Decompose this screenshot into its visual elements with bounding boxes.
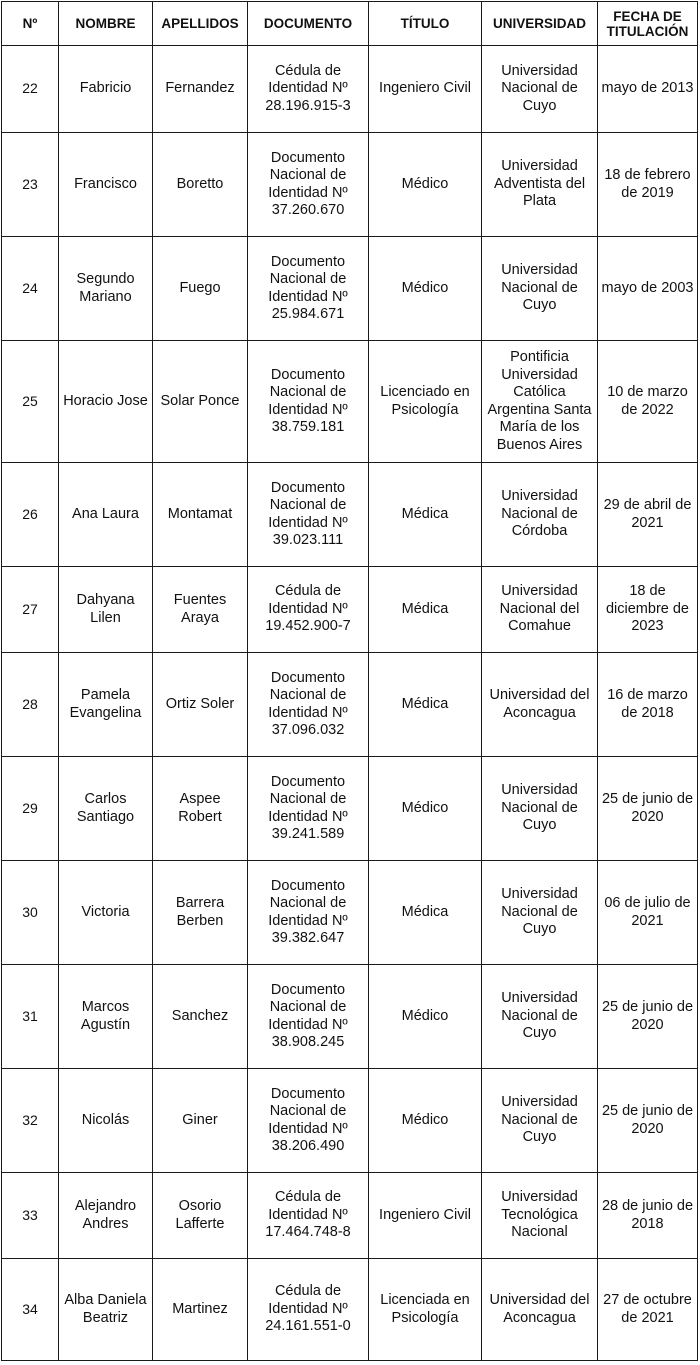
- cell-titulo: Médica: [369, 567, 482, 653]
- cell-documento: Documento Nacional de Identidad Nº 39.241.589: [248, 757, 369, 861]
- cell-nombre: Dahyana Lilen: [59, 567, 153, 653]
- cell-num: 25: [2, 341, 59, 463]
- cell-fecha: mayo de 2013: [598, 46, 698, 133]
- cell-universidad: Universidad Nacional de Cuyo: [482, 46, 598, 133]
- cell-universidad: Universidad Adventista del Plata: [482, 133, 598, 237]
- cell-documento: Cédula de Identidad Nº 24.161.551-0: [248, 1259, 369, 1361]
- table-row: [2, 341, 698, 463]
- cell-apellidos: Fuego: [153, 237, 248, 341]
- cell-titulo: Licenciada en Psicología: [369, 1259, 482, 1361]
- cell-num: 27: [2, 567, 59, 653]
- cell-fecha: 29 de abril de 2021: [598, 463, 698, 567]
- cell-fecha: 06 de julio de 2021: [598, 861, 698, 965]
- cell-num: 24: [2, 237, 59, 341]
- cell-apellidos: Boretto: [153, 133, 248, 237]
- cell-apellidos: Sanchez: [153, 965, 248, 1069]
- cell-num: 29: [2, 757, 59, 861]
- cell-documento: Cédula de Identidad Nº 19.452.900-7: [248, 567, 369, 653]
- table-body: [2, 46, 698, 1361]
- cell-titulo: Médica: [369, 861, 482, 965]
- table-row: [2, 463, 698, 567]
- cell-titulo: Licenciado en Psicología: [369, 341, 482, 463]
- cell-apellidos: Fuentes Araya: [153, 567, 248, 653]
- cell-apellidos: Martinez: [153, 1259, 248, 1361]
- header-universidad: UNIVERSIDAD: [482, 2, 598, 46]
- cell-fecha: 28 de junio de 2018: [598, 1173, 698, 1259]
- cell-nombre: Carlos Santiago: [59, 757, 153, 861]
- cell-nombre: Marcos Agustín: [59, 965, 153, 1069]
- table-row: [2, 757, 698, 861]
- cell-fecha: 18 de febrero de 2019: [598, 133, 698, 237]
- cell-num: 32: [2, 1069, 59, 1173]
- cell-documento: Cédula de Identidad Nº 17.464.748-8: [248, 1173, 369, 1259]
- cell-fecha: mayo de 2003: [598, 237, 698, 341]
- header-num: Nº: [2, 2, 59, 46]
- cell-universidad: Universidad Nacional de Córdoba: [482, 463, 598, 567]
- cell-titulo: Médico: [369, 133, 482, 237]
- table-row: [2, 1173, 698, 1259]
- cell-titulo: Ingeniero Civil: [369, 46, 482, 133]
- cell-apellidos: Aspee Robert: [153, 757, 248, 861]
- table-row: [2, 46, 698, 133]
- cell-nombre: Francisco: [59, 133, 153, 237]
- cell-nombre: Pamela Evangelina: [59, 653, 153, 757]
- cell-fecha: 25 de junio de 2020: [598, 965, 698, 1069]
- cell-num: 31: [2, 965, 59, 1069]
- cell-nombre: Segundo Mariano: [59, 237, 153, 341]
- cell-documento: Documento Nacional de Identidad Nº 39.382.647: [248, 861, 369, 965]
- table-row: [2, 237, 698, 341]
- table-row: [2, 1259, 698, 1361]
- header-documento: DOCUMENTO: [248, 2, 369, 46]
- cell-documento: Documento Nacional de Identidad Nº 38.206.490: [248, 1069, 369, 1173]
- cell-documento: Documento Nacional de Identidad Nº 38.908.245: [248, 965, 369, 1069]
- cell-universidad: Universidad Nacional de Cuyo: [482, 237, 598, 341]
- cell-nombre: Alejandro Andres: [59, 1173, 153, 1259]
- cell-fecha: 16 de marzo de 2018: [598, 653, 698, 757]
- cell-titulo: Ingeniero Civil: [369, 1173, 482, 1259]
- cell-fecha: 25 de junio de 2020: [598, 757, 698, 861]
- cell-apellidos: Solar Ponce: [153, 341, 248, 463]
- table-row: [2, 653, 698, 757]
- cell-documento: Documento Nacional de Identidad Nº 39.023.111: [248, 463, 369, 567]
- cell-num: 34: [2, 1259, 59, 1361]
- table-row: [2, 133, 698, 237]
- cell-num: 22: [2, 46, 59, 133]
- cell-nombre: Ana Laura: [59, 463, 153, 567]
- cell-universidad: Universidad Nacional de Cuyo: [482, 861, 598, 965]
- cell-universidad: Universidad Tecnológica Nacional: [482, 1173, 598, 1259]
- cell-apellidos: Giner: [153, 1069, 248, 1173]
- cell-documento: Cédula de Identidad Nº 28.196.915-3: [248, 46, 369, 133]
- header-apellidos: APELLIDOS: [153, 2, 248, 46]
- cell-documento: Documento Nacional de Identidad Nº 38.759.181: [248, 341, 369, 463]
- cell-documento: Documento Nacional de Identidad Nº 25.984.671: [248, 237, 369, 341]
- cell-titulo: Médico: [369, 965, 482, 1069]
- cell-apellidos: Montamat: [153, 463, 248, 567]
- graduates-table: [1, 1, 698, 1361]
- cell-documento: Documento Nacional de Identidad Nº 37.096.032: [248, 653, 369, 757]
- cell-universidad: Universidad Nacional del Comahue: [482, 567, 598, 653]
- cell-documento: Documento Nacional de Identidad Nº 37.260.670: [248, 133, 369, 237]
- cell-universidad: Universidad del Aconcagua: [482, 653, 598, 757]
- cell-universidad: Universidad Nacional de Cuyo: [482, 757, 598, 861]
- cell-titulo: Médica: [369, 463, 482, 567]
- cell-num: 28: [2, 653, 59, 757]
- cell-fecha: 25 de junio de 2020: [598, 1069, 698, 1173]
- header-titulo: TÍTULO: [369, 2, 482, 46]
- table-header: [2, 2, 698, 46]
- cell-num: 26: [2, 463, 59, 567]
- table-row: [2, 861, 698, 965]
- table-row: [2, 965, 698, 1069]
- cell-apellidos: Fernandez: [153, 46, 248, 133]
- cell-num: 33: [2, 1173, 59, 1259]
- cell-nombre: Alba Daniela Beatriz: [59, 1259, 153, 1361]
- table-row: [2, 1069, 698, 1173]
- cell-apellidos: Osorio Lafferte: [153, 1173, 248, 1259]
- cell-universidad: Universidad Nacional de Cuyo: [482, 965, 598, 1069]
- cell-num: 30: [2, 861, 59, 965]
- cell-titulo: Médica: [369, 653, 482, 757]
- header-row: [2, 2, 698, 46]
- header-fecha: FECHA DE TITULACIÓN: [598, 2, 698, 46]
- cell-fecha: 27 de octubre de 2021: [598, 1259, 698, 1361]
- cell-fecha: 18 de diciembre de 2023: [598, 567, 698, 653]
- cell-apellidos: Barrera Berben: [153, 861, 248, 965]
- cell-universidad: Universidad Nacional de Cuyo: [482, 1069, 598, 1173]
- cell-fecha: 10 de marzo de 2022: [598, 341, 698, 463]
- cell-universidad: Universidad del Aconcagua: [482, 1259, 598, 1361]
- cell-titulo: Médico: [369, 237, 482, 341]
- cell-titulo: Médico: [369, 757, 482, 861]
- cell-apellidos: Ortiz Soler: [153, 653, 248, 757]
- cell-nombre: Victoria: [59, 861, 153, 965]
- cell-nombre: Horacio Jose: [59, 341, 153, 463]
- table-row: [2, 567, 698, 653]
- cell-num: 23: [2, 133, 59, 237]
- cell-titulo: Médico: [369, 1069, 482, 1173]
- cell-nombre: Nicolás: [59, 1069, 153, 1173]
- cell-universidad: Pontificia Universidad Católica Argentina Santa María de los Buenos Aires: [482, 341, 598, 463]
- header-nombre: NOMBRE: [59, 2, 153, 46]
- cell-nombre: Fabricio: [59, 46, 153, 133]
